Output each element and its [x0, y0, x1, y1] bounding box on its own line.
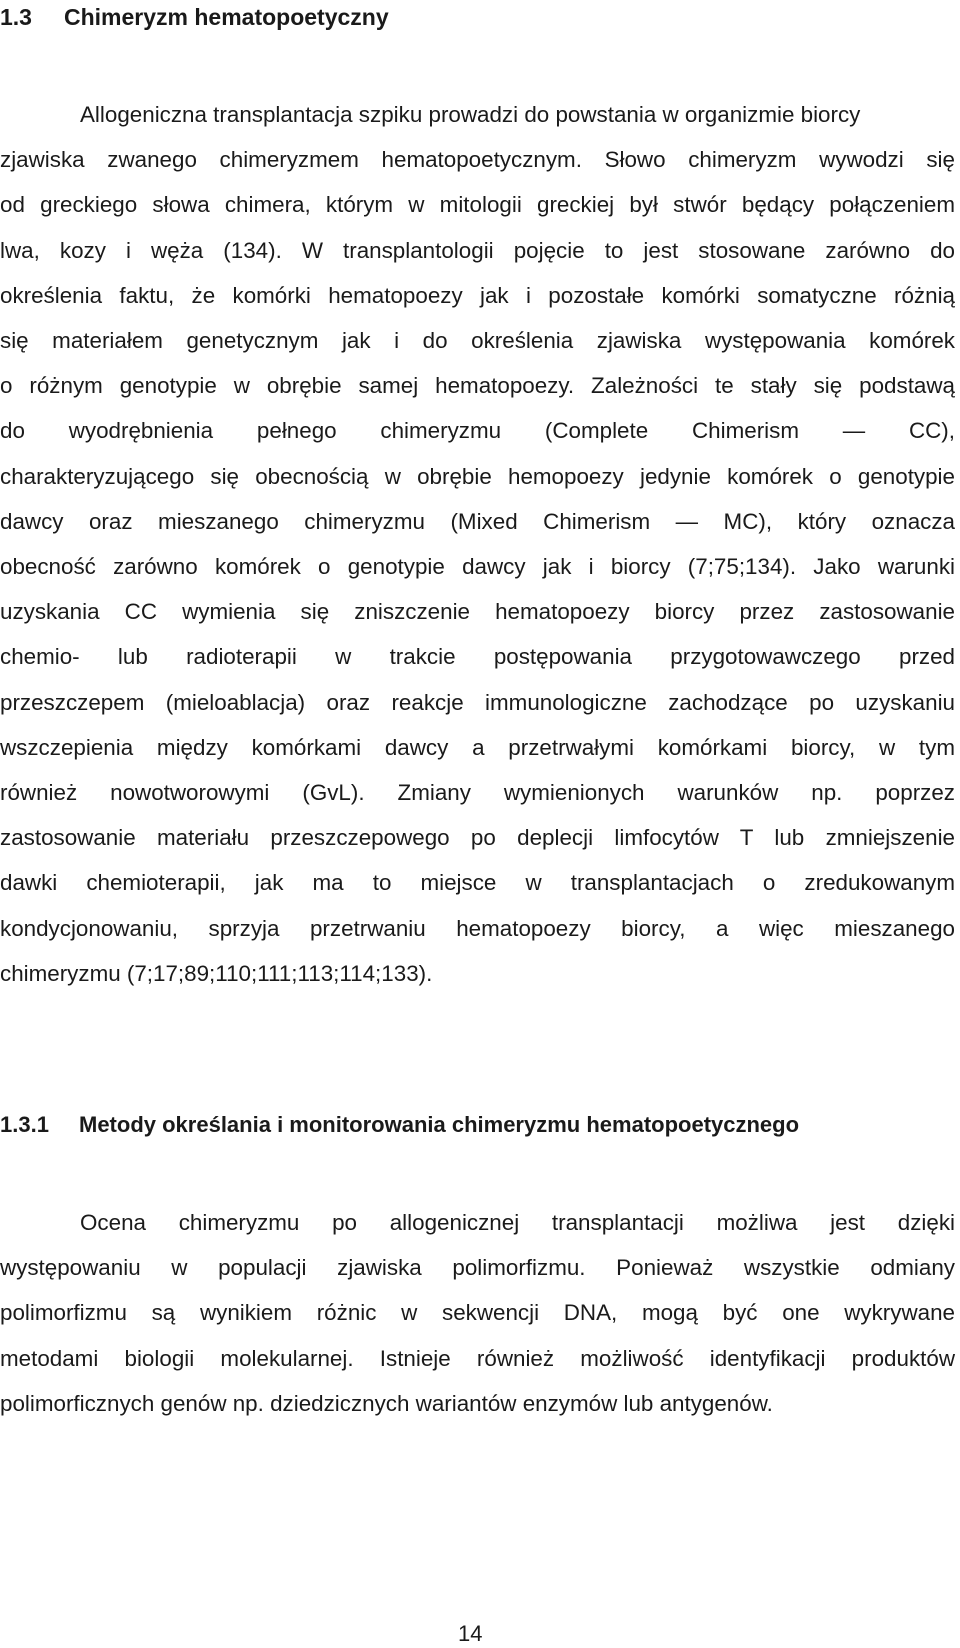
paragraph-line: o różnym genotypie w obrębie samej hematopoezy. Zależności te stały się podstawą: [0, 373, 955, 399]
paragraph-line: metodami biologii molekularnej. Istnieje również możliwość identyfikacji produktów: [0, 1345, 955, 1371]
subsection-paragraph: [0, 1200, 955, 1426]
paragraph-line: do wyodrębnienia pełnego chimeryzmu (Complete Chimerism — CC),: [0, 418, 955, 444]
paragraph-line: się materiałem genetycznym jak i do określenia zjawiska występowania komórek: [0, 328, 955, 354]
section-title: Chimeryzm hematopoetyczny: [64, 4, 389, 30]
paragraph-line: występowaniu w populacji zjawiska polimorfizmu. Ponieważ wszystkie odmiany: [0, 1255, 955, 1281]
paragraph-line: chimeryzmu (7;17;89;110;111;113;114;133).: [0, 960, 433, 986]
page-number: 14: [458, 1621, 483, 1646]
paragraph-line: również nowotworowymi (GvL). Zmiany wymienionych warunków np. poprzez: [0, 780, 955, 806]
paragraph-line: Ocena chimeryzmu po allogenicznej transplantacji możliwa jest dzięki: [80, 1210, 955, 1235]
paragraph-line: Allogeniczna transplantacja szpiku prowadzi do powstania w organizmie biorcy: [80, 102, 861, 127]
subsection-number: 1.3.1: [0, 1112, 49, 1137]
paragraph-line: określenia faktu, że komórki hematopoezy jak i pozostałe komórki somatyczne różnią: [0, 282, 955, 308]
paragraph-line: przeszczepem (mieloablacja) oraz reakcje immunologiczne zachodzące po uzyskaniu: [0, 689, 955, 715]
paragraph-line: zjawiska zwanego chimeryzmem hematopoetycznym. Słowo chimeryzm wywodzi się: [0, 147, 955, 173]
section-paragraph: [0, 92, 955, 996]
paragraph-line: zastosowanie materiału przeszczepowego po deplecji limfocytów T lub zmniejszenie: [0, 825, 955, 851]
subsection-title: Metody określania i monitorowania chimeryzmu hematopoetycznego: [79, 1112, 800, 1137]
subsection-heading: [0, 1110, 799, 1140]
section-heading: [0, 2, 389, 32]
paragraph-line: chemio- lub radioterapii w trakcie postępowania przygotowawczego przed: [0, 644, 955, 670]
paragraph-line: kondycjonowaniu, sprzyja przetrwaniu hematopoezy biorcy, a więc mieszanego: [0, 915, 955, 941]
paragraph-line: uzyskania CC wymienia się zniszczenie hematopoezy biorcy przez zastosowanie: [0, 599, 955, 625]
paragraph-line: od greckiego słowa chimera, którym w mitologii greckiej był stwór będący połączeniem: [0, 192, 955, 218]
paragraph-line: charakteryzującego się obecnością w obrębie hemopoezy jedynie komórek o genotypie: [0, 463, 955, 489]
paragraph-line: lwa, kozy i węża (134). W transplantologii pojęcie to jest stosowane zarówno do: [0, 237, 955, 263]
paragraph-line: obecność zarówno komórek o genotypie dawcy jak i biorcy (7;75;134). Jako warunki: [0, 554, 955, 580]
paragraph-line: dawki chemioterapii, jak ma to miejsce w transplantacjach o zredukowanym: [0, 870, 955, 896]
paragraph-line: polimorficznych genów np. dziedzicznych wariantów enzymów lub antygenów.: [0, 1390, 773, 1416]
paragraph-line: dawcy oraz mieszanego chimeryzmu (Mixed Chimerism — MC), który oznacza: [0, 508, 955, 534]
paragraph-line: polimorfizmu są wynikiem różnic w sekwencji DNA, mogą być one wykrywane: [0, 1300, 955, 1326]
paragraph-line: wszczepienia między komórkami dawcy a przetrwałymi komórkami biorcy, w tym: [0, 734, 955, 760]
section-number: 1.3: [0, 4, 32, 30]
